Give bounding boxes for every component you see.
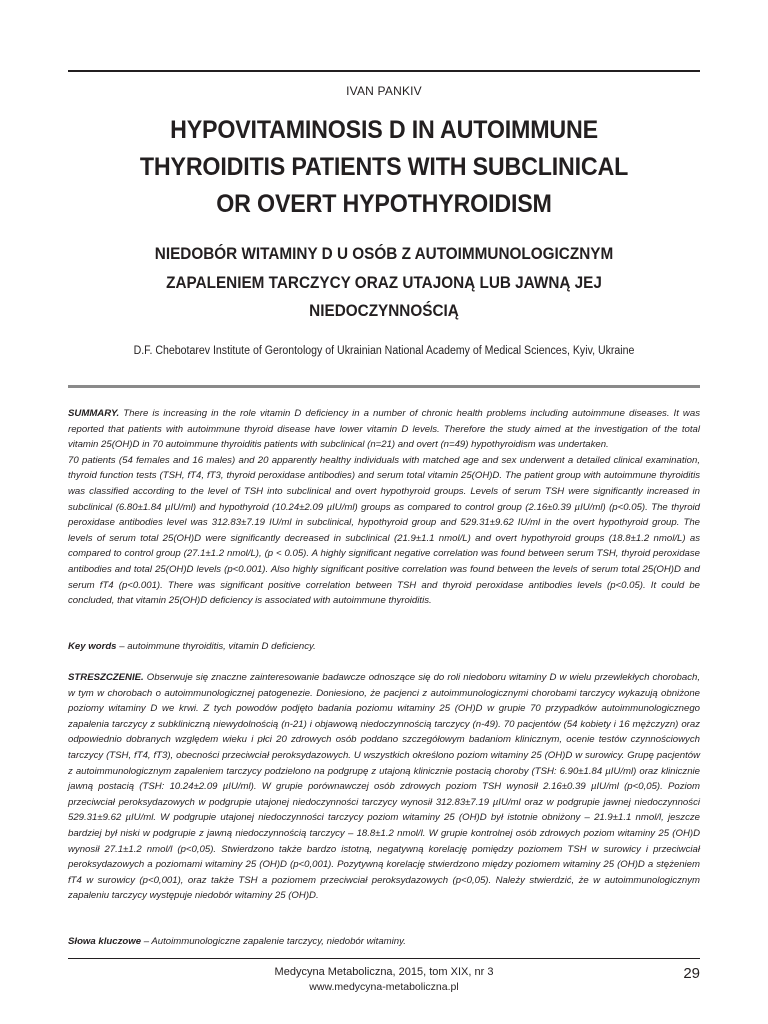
journal-citation: Medycyna Metaboliczna, 2015, tom XIX, nr 3	[274, 966, 494, 978]
polish-title-line: NIEDOBÓR WITAMINY D U OSÓB Z AUTOIMMUNOLOGICZNYM	[154, 244, 614, 263]
polish-title	[110, 240, 657, 326]
page-number: 29	[683, 965, 700, 982]
summary-label: SUMMARY.	[68, 408, 120, 419]
section-divider	[68, 385, 700, 388]
author-name: IVAN PANKIV	[346, 84, 422, 98]
key-words	[68, 639, 700, 655]
slowa-kluczowe	[68, 934, 700, 950]
polish-title-line: NIEDOCZYNNOŚCIĄ	[309, 301, 459, 320]
english-title-line: OR OVERT HYPOTHYROIDISM	[216, 190, 552, 218]
slowa-kluczowe-text: – Autoimmunologiczne zapalenie tarczycy, niedobór witaminy.	[141, 936, 406, 947]
summary-abstract	[68, 406, 700, 609]
streszczenie-text: Obserwuje się znaczne zainteresowanie badawcze odnoszące się do roli niedoboru witaminy D w wielu przewlekłych chorobach, w tym w chorobach o autoimmunologicznej patogenezie. Doniesiono, że pacjenci z autoimmunologicznymi chorobami tarczycy wykazują obniżone poziomy witaminy D we krwi. Z tych powodów podjęto badania poziomu witaminy 25 (OH)D w grupie 70 przypadków autoimmunologicznego zapalenia tarczycy z subkliniczną niewydolnością (n-21) i objawową niedoczynnością tarczycy (n-49). 70 pacjentów (54 kobiety i 16 mężczyzn) oraz odpowiednio dobranych względem wieku i płci 20 zdrowych osób poddano szczegółowym badaniom klinicznym, ocenie testów czynnościowych tarczycy (TSH, fT4, fT3), obecności przeciwciał peroksydazowych. U wszystkich określono poziom witaminy 25 (OH)D w surowicy. Grupę pacjentów z autoimmunologicznym zapaleniem tarczycy podzielono na podgrupę z utajoną klinicznie postacią choroby (TSH: 6.90±1.84 µIU/ml) oraz klinicznie jawną postacią (TSH: 10.24±2.09 µIU/ml). W grupie porównawczej osób zdrowych poziom TSH wynosił 2.16±0.39 µIU/ml (p<0,05). Poziom przeciwciał peroksydazowych w podgrupie utajonej niedoczynności tarczycy wynosił 312.83±7.19 µIU/ml oraz w podgrupie jawnej niedoczynności 529.31±9.62 µIU/ml. W podgrupie utajonej niedoczynności tarczycy poziom witaminy 25 (OH)D był istotnie obniżony – 21.9±1.1 nmol/l, jeszcze bardziej był niski w podgrupie z jawną niedoczynnością tarczycy – 18.8±1.2 nmol/l. W grupie kontrolnej osób zdrowych poziom witaminy 25 (OH)D wynosił 27.1±1.2 nmol/l (p<0,05). Stwierdzono także bardzo istotną, negatywną korelację pomiędzy poziomem TSH w surowicy i przeciwciał peroksydazowych a poziomami witaminy 25 (OH)D (p<0,001). Pozytywną korelację stwierdzono między poziomem witaminy 25 (OH)D a stężeniem fT4 w surowicy (p<0,001), oraz także TSH a poziomem przeciwciał peroksydazowych (p<0,05). Należy stwierdzić, że w autoimmunologicznym zapaleniu tarczycy występuje niedobór witaminy 25 (OH)D.	[68, 672, 700, 902]
streszczenie-abstract	[68, 670, 700, 904]
affiliation: D.F. Chebotarev Institute of Gerontology of Ukrainian National Academy of Medical Sciences, Kyiv, Ukraine	[133, 345, 635, 357]
top-rule	[68, 70, 700, 72]
summary-paragraph	[68, 406, 700, 453]
key-words-text: – autoimmune thyroiditis, vitamin D deficiency.	[116, 641, 316, 652]
english-title-line: THYROIDITIS PATIENTS WITH SUBCLINICAL	[139, 153, 629, 181]
summary-text: There is increasing in the role vitamin D deficiency in a number of chronic health problems including autoimmune diseases. It was reported that patients with autoimmune thyroid disease have lower vitamin D levels. Therefore the study aimed at the investigation of the total vitamin 25(OH)D in 70 autoimmune thyroiditis patients with subclinical (n=21) and overt (n=49) hypothyroidism was undertaken.	[68, 408, 700, 451]
english-title-line: HYPOVITAMINOSIS D IN AUTOIMMUNE	[170, 116, 598, 144]
footer-rule	[68, 958, 700, 959]
polish-title-line: ZAPALENIEM TARCZYCY ORAZ UTAJONĄ LUB JAWNĄ JEJ	[166, 272, 602, 292]
key-words-label: Key words	[68, 641, 117, 652]
summary-paragraph: 70 patients (54 females and 16 males) and 20 apparently healthy individuals with matched age and sex underwent a detailed clinical examination, thyroid function tests (TSH, fT4, fT3, thyroid peroxidase antibodies) and serum total vitamin 25(OH)D. The patient group with autoimmune thyroiditis was classified according to the level of TSH into subclinical and overt hypothyroid groups. Levels of serum TSH were significantly increased in subclinical (6.80±1.84 µIU/ml) and hypothyroid (10.24±2.09 µIU/ml) groups as compared to control group (2.16±0.39 µIU/ml) (p<0.05). The thyroid peroxidase antibodies level was 312.83±7.19 IU/ml in subclinical, hypothyroid group and 529.31±9.62 IU/ml in the overt hypothyroid group. The levels of serum total 25(OH)D were significantly decreased in subclinical (21.9±1.1 nmol/L) and overt hypothyroid groups (18.8±1.2 nmol/L) as compared to control group (27.1±1.2 nmol/L), (p < 0.05). A highly significant negative correlation was found between serum TSH, thyroid peroxidase antibodies and total 25(OH)D levels (p<0.001). Also highly significant positive correlation was found between the levels of serum total 25(OH)D and serum fT4 (p<0.001). There was significant positive correlation between TSH and thyroid peroxidase antibodies levels (p<0.05). It could be concluded, that vitamin 25(OH)D deficiency is associated with autoimmune thyroiditis.	[68, 454, 700, 607]
slowa-kluczowe-label: Słowa kluczowe	[68, 936, 142, 947]
streszczenie-label: STRESZCZENIE.	[68, 672, 144, 683]
journal-website[interactable]: www.medycyna-metaboliczna.pl	[309, 981, 459, 993]
english-title	[101, 112, 666, 223]
